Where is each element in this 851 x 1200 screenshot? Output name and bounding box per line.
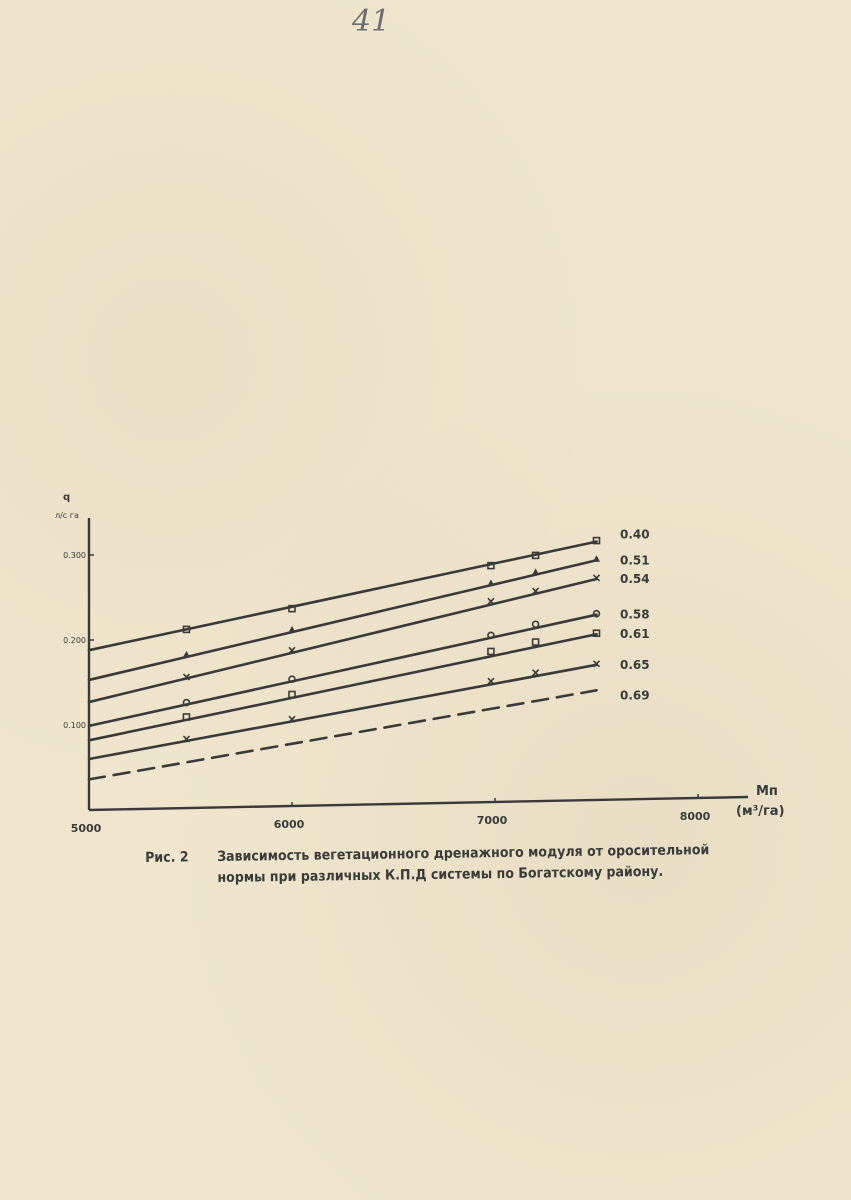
series-label-0.51: 0.51 [620,553,650,568]
series-line-0.54 [89,579,597,702]
ticks [63,551,711,835]
y-tick-label-0.1: 0.100 [63,721,86,730]
y-tick-label-0.3: 0.300 [63,551,86,560]
point-0.51-4 [593,555,600,562]
point-0.61-3 [533,639,539,645]
x-tick-label-5000: 5000 [70,822,102,835]
caption-text-1: Зависимость вегетационного дренажного модуля от оросительной [217,842,710,865]
series-lines [89,538,600,780]
series-label-0.61: 0.61 [620,627,650,642]
series-line-0.65 [89,665,597,759]
series-label-0.65: 0.65 [620,657,650,672]
page-number: 41 [352,4,391,39]
series-0.40 [89,538,600,651]
point-0.51-2 [487,579,494,586]
x-tick-label-6000: 6000 [273,817,305,831]
series-0.51 [89,555,600,680]
point-0.65-3 [533,670,539,676]
x-tick-label-7000: 7000 [476,813,508,827]
point-0.61-2 [488,648,494,654]
point-0.51-0 [183,651,190,658]
series-label-0.40: 0.40 [620,527,650,542]
point-0.58-3 [533,621,539,627]
axes [55,492,785,819]
series-0.61 [89,630,600,740]
caption-label: Рис. 2 [145,849,189,866]
series-line-0.58 [89,615,597,726]
point-0.51-3 [532,568,539,575]
series-line-0.69 [89,690,597,779]
x-axis-unit: (м³/га) [736,804,785,819]
y-axis-label: q [63,492,71,503]
figure-caption [145,839,766,890]
x-axis [89,797,748,810]
point-0.51-1 [289,626,296,633]
series-0.69 [89,690,597,779]
series-line-0.51 [89,560,597,680]
series-0.54 [89,575,600,702]
series-line-0.40 [89,542,597,651]
x-tick-label-8000: 8000 [679,809,711,823]
caption-line-2: нормы при различных К.П.Д системы по Богатскому району. [217,863,664,886]
y-tick-label-0.2: 0.200 [63,636,86,645]
x-axis-label: Мп [756,784,778,799]
series-label-0.58: 0.58 [620,607,650,622]
series-label-0.69: 0.69 [620,688,650,703]
series-label-0.54: 0.54 [620,571,650,586]
series-0.58 [89,611,600,726]
y-axis-unit: л/с га [55,511,79,520]
series-labels [620,528,650,703]
series-line-0.61 [89,634,597,740]
